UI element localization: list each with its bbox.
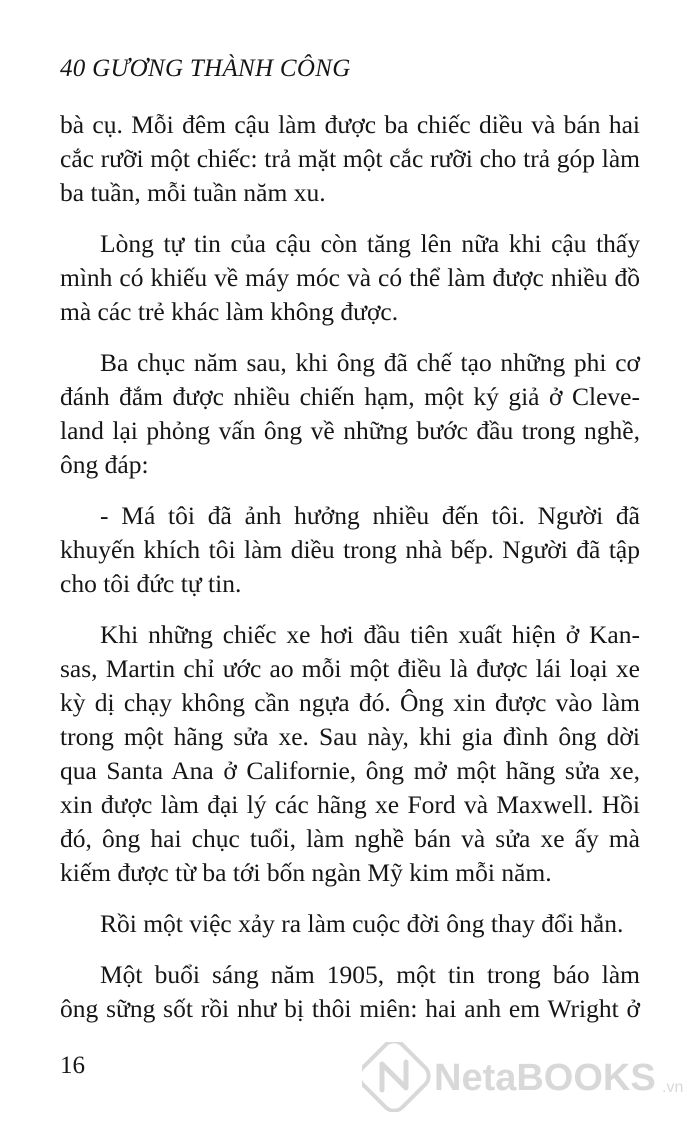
text-line: Ba chục năm sau, khi ông đã chế tạo những phi cơ — [100, 348, 640, 377]
netabooks-watermark — [362, 1042, 692, 1112]
paragraph — [60, 958, 640, 1026]
page-number: 16 — [60, 1052, 85, 1079]
text-line: Khi những chiếc xe hơi đầu tiên xuất hiện ở Kan- — [100, 620, 640, 649]
text-line: cho tôi đức tự tin. — [60, 569, 242, 598]
paragraph — [60, 108, 640, 210]
text-line: cắc rưỡi một chiếc: trả mặt một cắc rưỡi cho trả góp làm — [60, 144, 640, 173]
text-line: bà cụ. Mỗi đêm cậu làm được ba chiếc diều và bán hai — [60, 110, 640, 139]
text-line: kỳ dị chạy không cần ngựa đó. Ông xin được vào làm — [60, 688, 640, 717]
text-line: đó, ông hai chục tuổi, làm nghề bán và sửa xe ấy mà — [60, 824, 640, 853]
text-line: khuyến khích tôi làm diều trong nhà bếp. Người đã tập — [60, 535, 640, 564]
text-line: - Má tôi đã ảnh hưởng nhiều đến tôi. Người đã — [100, 501, 640, 530]
paragraph — [60, 907, 640, 941]
text-line: mình có khiếu về máy móc và có thể làm được nhiều đồ — [60, 263, 640, 292]
text-line: sas, Martin chỉ ước ao mỗi một điều là được lái loại xe — [60, 654, 640, 683]
text-line: đánh đắm được nhiều chiến hạm, một ký giả ở Cleve- — [60, 382, 640, 411]
body-text — [60, 108, 640, 1043]
text-line: Một buổi sáng năm 1905, một tin trong báo làm — [100, 960, 640, 989]
text-line: ba tuần, mỗi tuần năm xu. — [60, 178, 326, 207]
paragraph — [60, 346, 640, 482]
watermark-suffix-text: .vn — [662, 1079, 684, 1096]
text-line: land lại phỏng vấn ông về những bước đầu trong nghề, — [60, 416, 640, 445]
text-line: xin được làm đại lý các hãng xe Ford và Maxwell. Hồi — [60, 790, 640, 819]
text-line: ông đáp: — [60, 450, 149, 479]
paragraph — [60, 499, 640, 601]
text-line: mà các trẻ khác làm không được. — [60, 297, 399, 326]
paragraph — [60, 618, 640, 890]
watermark-brand-text: NetaBOOKS — [434, 1057, 656, 1099]
text-line: kiếm được từ ba tới bốn ngàn Mỹ kim mỗi năm. — [60, 858, 552, 887]
text-line: Rồi một việc xảy ra làm cuộc đời ông thay đổi hẳn. — [100, 909, 624, 938]
text-line: qua Santa Ana ở Californie, ông mở một hãng sửa xe, — [60, 756, 640, 785]
text-line: ông sững sốt rồi như bị thôi miên: hai anh em Wright ở — [60, 994, 640, 1023]
running-header: 40 GƯƠNG THÀNH CÔNG — [60, 55, 351, 82]
text-line: trong một hãng sửa xe. Sau này, khi gia đình ông dời — [60, 722, 640, 751]
paragraph — [60, 227, 640, 329]
text-line: Lòng tự tin của cậu còn tăng lên nữa khi cậu thấy — [100, 229, 640, 258]
netabooks-logo-icon — [362, 1042, 434, 1112]
